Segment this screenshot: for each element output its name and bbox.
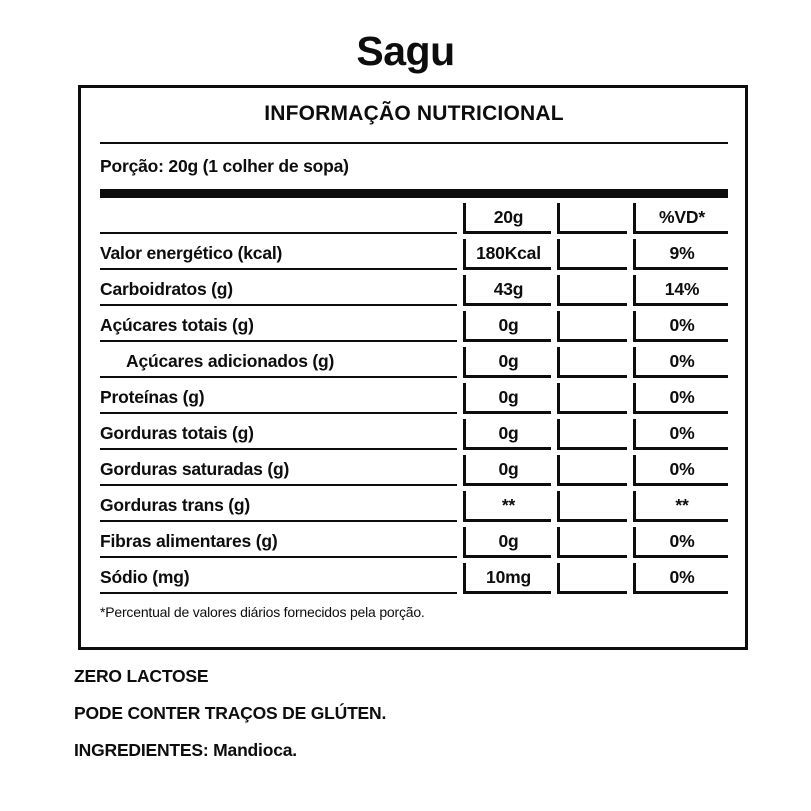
nutrient-name-cell: Açúcares totais (g): [100, 306, 457, 342]
claims-section: [74, 666, 386, 777]
amount-cell: 20g: [463, 203, 551, 234]
nutrient-name-cell: Açúcares adicionados (g): [100, 342, 457, 378]
daily-value-cell: 9%: [633, 239, 728, 270]
spacer-cell: [557, 203, 627, 234]
portion-size-text: Porção: 20g (1 colher de sopa): [100, 156, 349, 176]
spacer-cell: [557, 239, 627, 270]
spacer-cell: [557, 275, 627, 306]
table-row: [100, 558, 728, 594]
spacer-cell: [557, 347, 627, 378]
header-divider-line: [100, 142, 728, 144]
nutrient-name-cell: Fibras alimentares (g): [100, 522, 457, 558]
spacer-cell: [557, 491, 627, 522]
table-row: [100, 414, 728, 450]
daily-value-cell: 0%: [633, 311, 728, 342]
amount-cell: **: [463, 491, 551, 522]
claim-text: INGREDIENTES: Mandioca.: [74, 740, 297, 760]
spacer-cell: [557, 383, 627, 414]
amount-cell: 0g: [463, 347, 551, 378]
table-row: [100, 522, 728, 558]
daily-value-cell: 0%: [633, 455, 728, 486]
product-title: Sagu: [356, 28, 455, 74]
claim-text: PODE CONTER TRAÇOS DE GLÚTEN.: [74, 703, 387, 723]
amount-cell: 0g: [463, 383, 551, 414]
table-row: [100, 450, 728, 486]
amount-cell: 0g: [463, 455, 551, 486]
nutrition-table: [100, 198, 728, 594]
spacer-cell: [557, 563, 627, 594]
spacer-cell: [557, 455, 627, 486]
table-row: [100, 270, 728, 306]
nutrient-name-cell: Gorduras saturadas (g): [100, 450, 457, 486]
table-header-row: [100, 198, 728, 234]
amount-cell: 180Kcal: [463, 239, 551, 270]
spacer-cell: [557, 419, 627, 450]
nutrient-name-cell: [100, 198, 457, 234]
amount-cell: 0g: [463, 527, 551, 558]
daily-values-footnote: *Percentual de valores diários fornecidos pela porção.: [100, 604, 425, 620]
nutrition-facts-panel: [78, 85, 748, 650]
amount-cell: 0g: [463, 311, 551, 342]
amount-cell: 0g: [463, 419, 551, 450]
daily-value-cell: 14%: [633, 275, 728, 306]
claim-text: ZERO LACTOSE: [74, 666, 209, 686]
nutrient-name-cell: Carboidratos (g): [100, 270, 457, 306]
nutrient-name-cell: Gorduras totais (g): [100, 414, 457, 450]
daily-value-cell: 0%: [633, 383, 728, 414]
nutrient-name-cell: Proteínas (g): [100, 378, 457, 414]
table-row: [100, 342, 728, 378]
amount-cell: 43g: [463, 275, 551, 306]
nutrient-name-cell: Valor energético (kcal): [100, 234, 457, 270]
daily-value-cell: 0%: [633, 419, 728, 450]
daily-value-cell: 0%: [633, 563, 728, 594]
daily-value-cell: 0%: [633, 347, 728, 378]
table-row: [100, 306, 728, 342]
nutrition-facts-heading: INFORMAÇÃO NUTRICIONAL: [264, 102, 564, 125]
thick-divider-bar: [100, 189, 728, 198]
spacer-cell: [557, 311, 627, 342]
spacer-cell: [557, 527, 627, 558]
table-row: [100, 378, 728, 414]
daily-value-cell: **: [633, 491, 728, 522]
nutrient-name-cell: Gorduras trans (g): [100, 486, 457, 522]
amount-cell: 10mg: [463, 563, 551, 594]
daily-value-cell: 0%: [633, 527, 728, 558]
table-row: [100, 234, 728, 270]
table-row: [100, 486, 728, 522]
daily-value-cell: %VD*: [633, 203, 728, 234]
nutrient-name-cell: Sódio (mg): [100, 558, 457, 594]
